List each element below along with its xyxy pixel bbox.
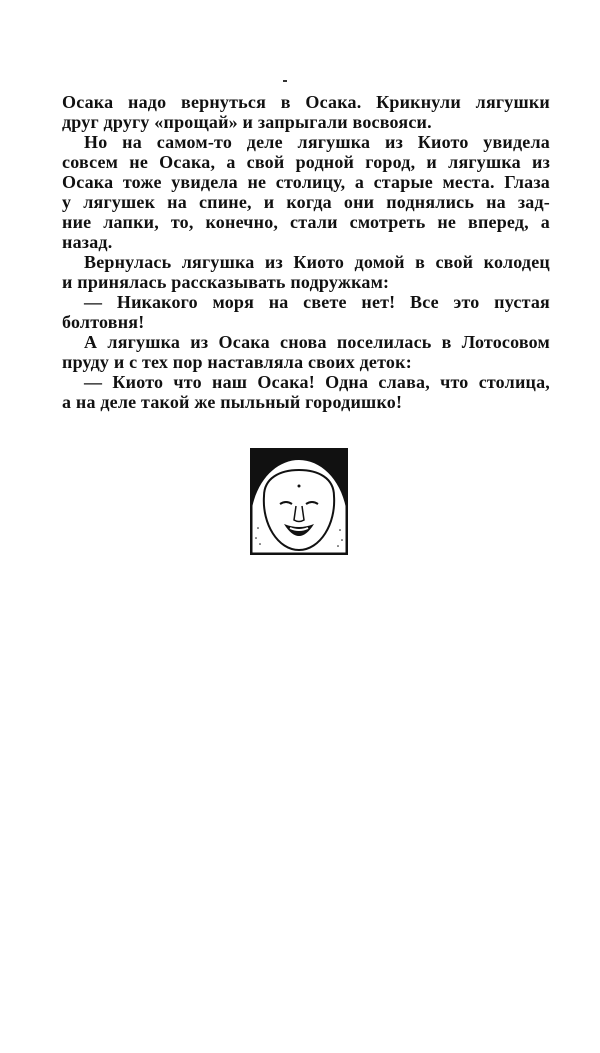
text-line: Осака надо вернуться в Осака. Крикнули лягушки xyxy=(62,92,550,112)
text-line: назад. xyxy=(62,232,113,252)
page-mark xyxy=(283,80,287,82)
text-line: совсем не Осака, а свой родной город, и лягушка из xyxy=(62,152,550,172)
text-line: пруду и с тех пор наставляла своих деток: xyxy=(62,352,412,372)
text-line: у лягушек на спине, и когда они поднялись на зад- xyxy=(62,192,550,212)
text-line: — Киото что наш Осака! Одна слава, что столица, xyxy=(84,372,550,392)
text-line: Осака тоже увидела не столицу, а старые места. Глаза xyxy=(62,172,550,192)
text-line: Вернулась лягушка из Киото домой в свой колодец xyxy=(84,252,550,272)
text-line: ние лапки, то, конечно, стали смотреть не вперед, а xyxy=(62,212,550,232)
text-line: болтовня! xyxy=(62,312,145,332)
text-line: Но на самом-то деле лягушка из Киото увидела xyxy=(84,132,550,152)
story-text xyxy=(62,92,550,412)
text-line: а на деле такой же пыльный городишко! xyxy=(62,392,403,412)
laughing-face-illustration xyxy=(250,448,348,555)
text-line: — Никакого моря на свете нет! Все это пустая xyxy=(84,292,550,312)
text-line: друг другу «прощай» и запрыгали восвояси. xyxy=(62,112,432,132)
text-line: А лягушка из Осака снова поселилась в Лотосовом xyxy=(84,332,550,352)
text-line: и принялась рассказывать подружкам: xyxy=(62,272,390,292)
